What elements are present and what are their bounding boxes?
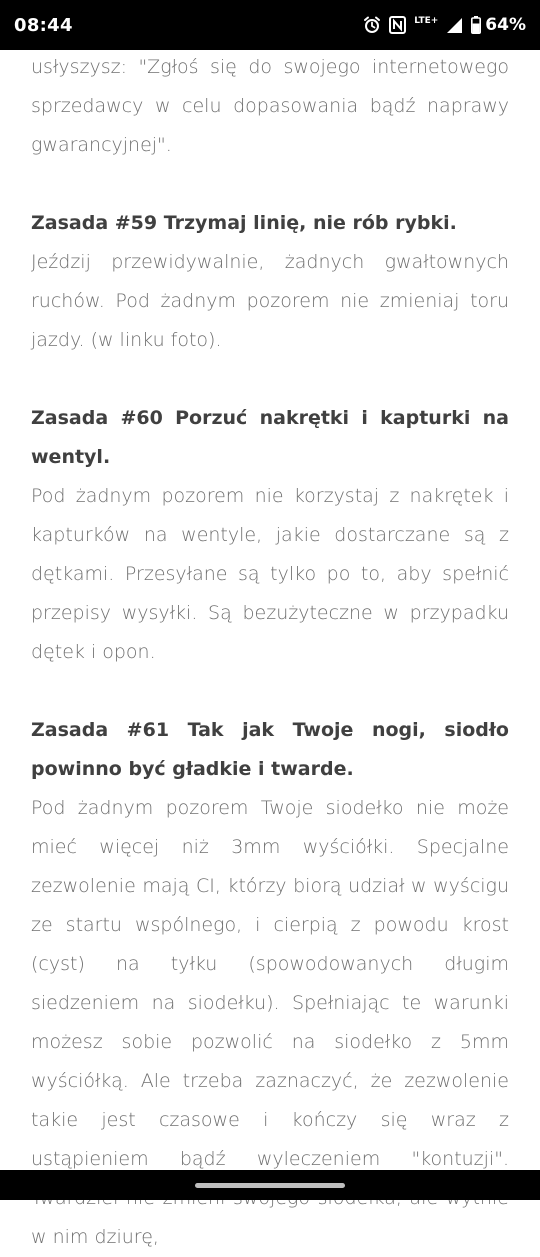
rule-60 [31,399,509,672]
status-icons [363,15,526,35]
intro-fragment: usłyszysz: "Zgłoś się do swojego internetowego sprzedawcy w celu dopasowania bądź naprawy gwarancyjnej". [31,56,509,156]
rule-title: Zasada #59 Trzymaj linię, nie rób rybki. [31,212,457,234]
home-gesture-handle[interactable] [195,1183,345,1188]
rule-title: Zasada #61 Tak jak Twoje nogi, siodło powinno być gładkie i twarde. [31,719,509,780]
battery-icon [471,16,481,34]
signal-icon [446,17,463,34]
rule-body: Jeździj przewidywalnie, żadnych gwałtownych ruchów. Pod żadnym pozorem nie zmieniaj toru jazdy. (w linku foto). [31,251,509,351]
alarm-icon [363,16,381,34]
rule-body: Pod żadnym pozorem nie korzystaj z nakrętek i kapturków na wentyle, jakie dostarczane są z dętkami. Przesyłane są tylko po to, aby spełnić przepisy wysyłki. Są bezużyteczne w przypadku dętek i opon. [31,485,509,663]
rule-title: Zasada #60 Porzuć nakrętki i kapturki na wentyl. [31,407,509,468]
navigation-bar [0,1170,540,1200]
nfc-icon [389,16,406,34]
rule-body: Pod żadnym pozorem Twoje siodełko nie może mieć więcej niż 3mm wyściółki. Specjalne zezwolenie mają CI, którzy biorą udział w wyścigu ze startu wspólnego, i cierpią z powodu krost (cyst) na tyłku (spowodowanych długim siedzeniem na siodełku). Spełniając te warunki możesz sobie pozwolić na siodełko z 5mm wyściółką. Ale trzeba zaznaczyć, że zezwolenie takie jest czasowe i kończy się wraz z ustąpieniem bądź wyleczeniem "kontuzji". w nim dziurę, [31,797,509,1248]
article-content [31,48,509,1257]
status-bar [0,0,540,50]
rule-59 [31,204,509,360]
battery-percent: 64% [485,15,526,35]
network-type: LTE+ [414,15,439,26]
status-time: 08:44 [14,14,73,36]
